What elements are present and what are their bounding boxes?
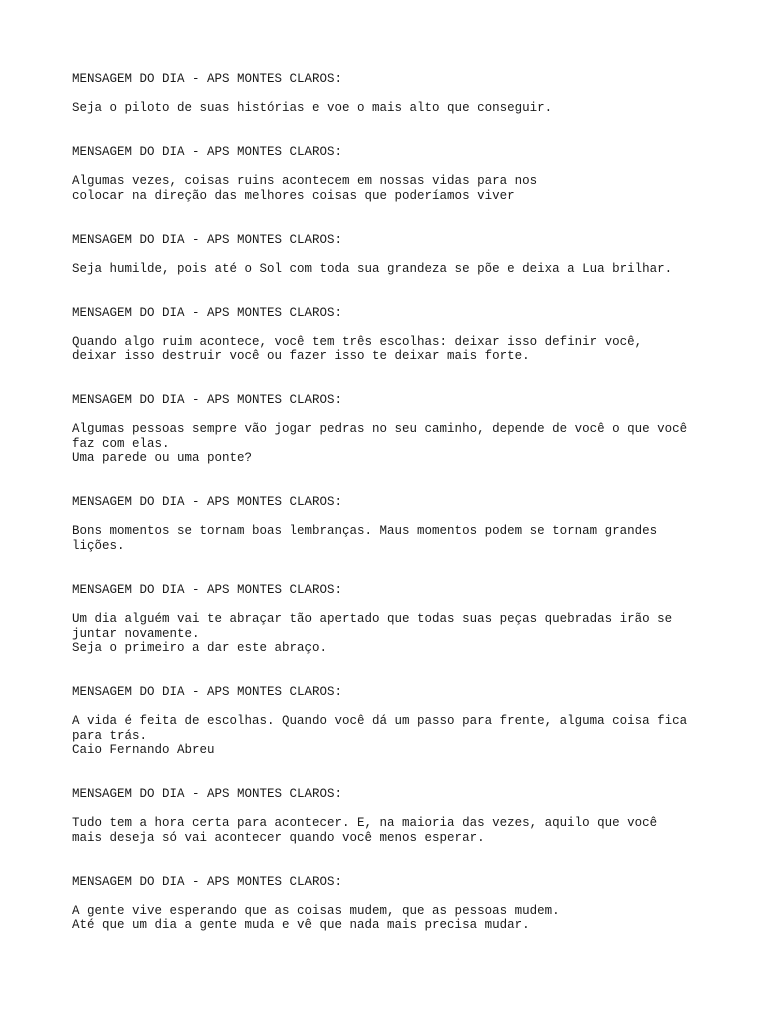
spacer <box>72 466 712 495</box>
message-text-line: A vida é feita de escolhas. Quando você dá um passo para frente, alguma coisa fica <box>72 714 688 729</box>
spacer <box>72 554 712 583</box>
message-text-line: Quando algo ruim acontece, você tem três escolhas: deixar isso definir você, <box>72 334 643 349</box>
message-text-line: Um dia alguém vai te abraçar tão apertado que todas suas peças quebradas irão se <box>72 611 673 626</box>
message-header: MENSAGEM DO DIA - APS MONTES CLAROS: <box>72 144 343 159</box>
message-text-line: lições. <box>72 539 125 553</box>
message-entry-10 <box>72 875 712 933</box>
message-text-line: mais deseja só vai acontecer quando você menos esperar. <box>72 830 485 845</box>
message-text-line: Uma parede ou uma ponte? <box>72 451 253 466</box>
message-entry-2 <box>72 145 712 203</box>
message-header: MENSAGEM DO DIA - APS MONTES CLAROS: <box>72 495 343 510</box>
message-header: MENSAGEM DO DIA - APS MONTES CLAROS: <box>72 232 343 247</box>
spacer <box>72 364 712 393</box>
message-header: MENSAGEM DO DIA - APS MONTES CLAROS: <box>72 393 343 408</box>
message-header: MENSAGEM DO DIA - APS MONTES CLAROS: <box>72 305 343 320</box>
message-entry-9 <box>72 787 712 845</box>
message-author-line: Caio Fernando Abreu <box>72 743 215 758</box>
spacer <box>72 845 712 874</box>
message-text-line: para trás. <box>72 728 148 743</box>
spacer <box>72 758 712 787</box>
message-text-line: Algumas pessoas sempre vão jogar pedras no seu caminho, depende de você o que você <box>72 422 688 437</box>
message-entry-8 <box>72 685 712 758</box>
message-text-line: Seja o primeiro a dar este abraço. <box>72 641 328 656</box>
message-entry-7 <box>72 583 712 656</box>
message-text-line: Tudo tem a hora certa para acontecer. E, na maioria das vezes, aquilo que você <box>72 816 658 831</box>
message-header: MENSAGEM DO DIA - APS MONTES CLAROS: <box>72 582 343 597</box>
spacer <box>72 276 712 305</box>
spacer <box>72 116 712 145</box>
message-header: MENSAGEM DO DIA - APS MONTES CLAROS: <box>72 787 343 802</box>
message-text-line: deixar isso destruir você ou fazer isso te deixar mais forte. <box>72 349 530 364</box>
message-header: MENSAGEM DO DIA - APS MONTES CLAROS: <box>72 874 343 889</box>
message-text-line: Seja humilde, pois até o Sol com toda sua grandeza se põe e deixa a Lua brilhar. <box>72 261 673 276</box>
message-text-line: Algumas vezes, coisas ruins acontecem em nossas vidas para nos <box>72 174 538 189</box>
message-entry-1 <box>72 72 712 116</box>
message-text-line: A gente vive esperando que as coisas mudem, que as pessoas mudem. <box>72 903 560 918</box>
message-text-line: Seja o piloto de suas histórias e voe o mais alto que conseguir. <box>72 101 553 116</box>
message-entry-4 <box>72 306 712 364</box>
message-entry-3 <box>72 233 712 277</box>
spacer <box>72 203 712 232</box>
document-page <box>72 72 712 933</box>
message-text-line: faz com elas. <box>72 436 170 451</box>
message-header: MENSAGEM DO DIA - APS MONTES CLAROS: <box>72 684 343 699</box>
spacer <box>72 656 712 685</box>
message-entry-5 <box>72 393 712 466</box>
message-header: MENSAGEM DO DIA - APS MONTES CLAROS: <box>72 72 343 86</box>
message-text-line: Bons momentos se tornam boas lembranças. Maus momentos podem se tornam grandes <box>72 524 658 539</box>
message-text-line: colocar na direção das melhores coisas que poderíamos viver <box>72 188 515 203</box>
message-text-line: Até que um dia a gente muda e vê que nada mais precisa mudar. <box>72 918 530 933</box>
message-text-line: juntar novamente. <box>72 626 200 641</box>
message-entry-6 <box>72 495 712 553</box>
